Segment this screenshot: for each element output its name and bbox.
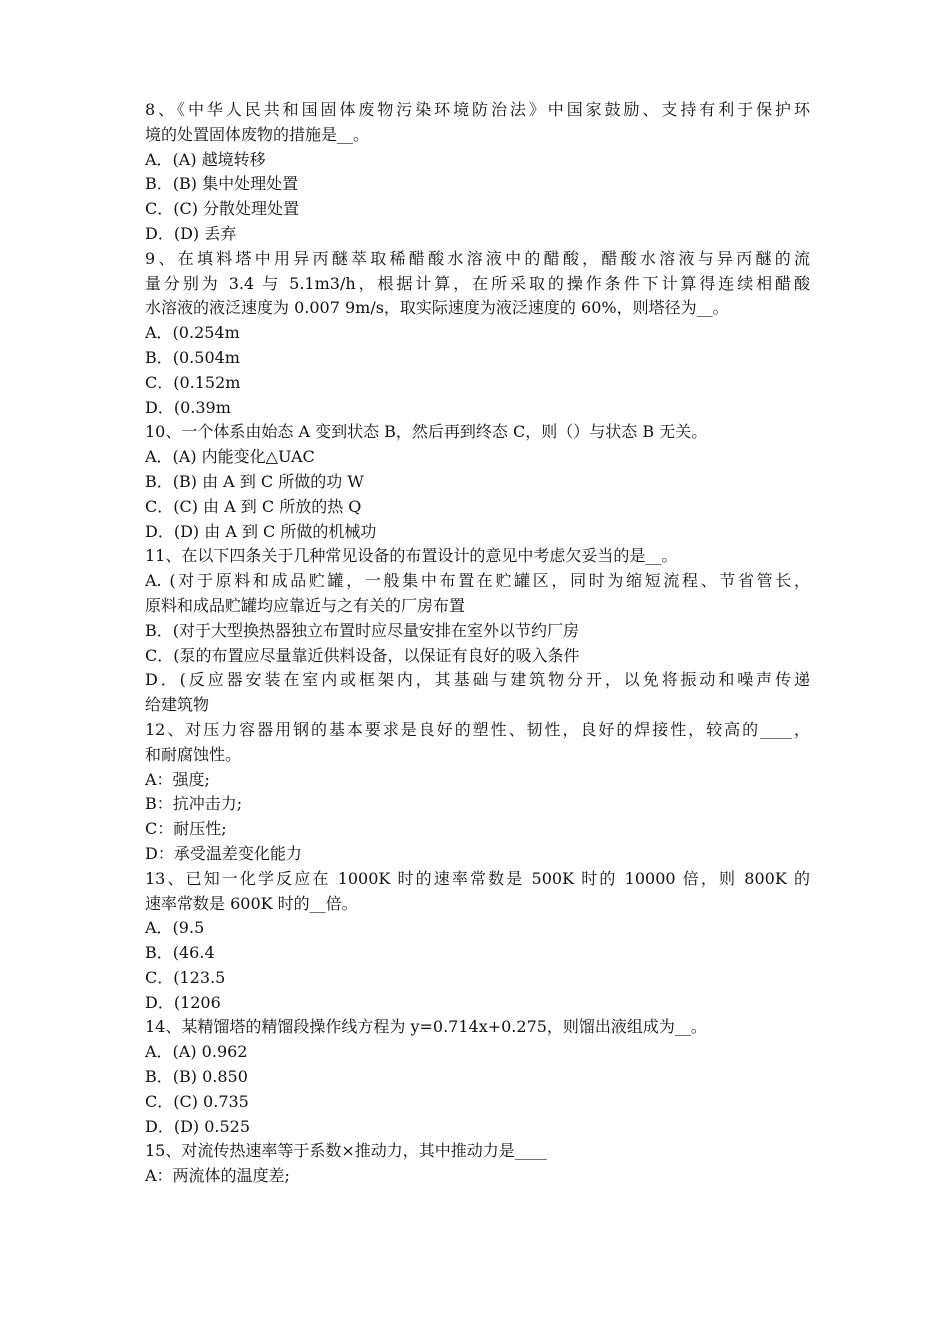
question-13-option-a: A．(9.5 [145,918,205,938]
document-page [145,98,810,1189]
question-14-stem: 14、某精馏塔的精馏段操作线方程为 y=0.714x+0.275，则馏出液组成为__。 [145,1017,707,1037]
question-8-option-c: C．(C) 分散处理处置 [145,199,300,219]
question-8-option-b: B．(B) 集中处理处置 [145,174,299,194]
question-11-option-d-line-2: 给建筑物 [145,695,210,715]
question-11-option-c: C．(泵的布置应尽量靠近供料设备，以保证有良好的吸入条件 [145,645,580,665]
question-9-stem-line-1: 9、在填料塔中用异丙醚萃取稀醋酸水溶液中的醋酸，醋酸水溶液与异丙醚的流 [145,248,810,268]
question-9-stem-line-3: 水溶液的液泛速度为 0.007 9m/s，取实际速度为液泛速度的 60%，则塔径为__。 [145,298,729,318]
question-12-option-b: B：抗冲击力; [145,794,243,814]
question-13-option-d: D．(1206 [145,992,221,1012]
question-14-option-a: A．(A) 0.962 [145,1042,248,1062]
question-14-option-b: B．(B) 0.850 [145,1067,248,1087]
question-15-option-a: A：两流体的温度差; [145,1166,290,1186]
question-11-option-a-line-2: 原料和成品贮罐均应靠近与之有关的厂房布置 [145,595,466,615]
question-10-option-d: D．(D) 由 A 到 C 所做的机械功 [145,521,377,541]
question-13-option-c: C．(123.5 [145,967,226,987]
question-12-stem-line-2: 和耐腐蚀性。 [145,744,242,764]
question-13-stem-line-2: 速率常数是 600K 时的__倍。 [145,893,358,913]
question-11-option-d-line-1: D．(反应器安装在室内或框架内，其基础与建筑物分开，以免将振动和噪声传递 [145,670,810,690]
question-9-option-d: D．(0.39m [145,397,231,417]
question-8-stem-line-2: 境的处置固体废物的措施是__。 [145,124,370,144]
question-14-option-d: D．(D) 0.525 [145,1116,251,1136]
question-11-stem: 11、在以下四条关于几种常见设备的布置设计的意见中考虑欠妥当的是__。 [145,546,678,566]
question-8-stem-line-1: 8、《中华人民共和国固体废物污染环境防治法》中国家鼓励、支持有利于保护环 [145,100,810,119]
question-10-option-b: B．(B) 由 A 到 C 所做的功 W [145,471,364,491]
question-9-option-c: C．(0.152m [145,372,241,392]
question-8-option-a: A．(A) 越境转移 [145,149,266,169]
question-12-stem-line-1: 12、对压力容器用钢的基本要求是良好的塑性、韧性，良好的焊接性，较高的____， [145,719,810,739]
question-12-option-d: D：承受温差变化能力 [145,843,302,863]
question-13-option-b: B．(46.4 [145,943,215,963]
question-9-option-b: B．(0.504m [145,347,240,367]
question-9-stem-line-2: 量分别为 3.4 与 5.1m3/h，根据计算，在所采取的操作条件下计算得连续相醋酸 [145,273,810,293]
question-10-stem: 10、一个体系由始态 A 变到状态 B，然后再到终态 C，则（）与状态 B 无关。 [145,422,708,442]
question-11-option-b: B．(对于大型换热器独立布置时应尽量安排在室外以节约厂房 [145,620,580,640]
question-13-stem-line-1: 13、已知一化学反应在 1000K 时的速率常数是 500K 时的 10000 倍，则 800K 的 [145,868,810,888]
question-9-option-a: A．(0.254m [145,323,240,343]
question-10-option-c: C．(C) 由 A 到 C 所放的热 Q [145,496,362,516]
question-12-option-c: C：耐压性; [145,819,227,839]
question-14-option-c: C．(C) 0.735 [145,1091,249,1111]
question-11-option-a-line-1: A. (对于原料和成品贮罐，一般集中布置在贮罐区，同时为缩短流程、节省管长， [145,571,810,591]
question-12-option-a: A：强度; [145,769,210,789]
question-10-option-a: A．(A) 内能变化△UAC [145,447,315,467]
question-15-stem: 15、对流传热速率等于系数×推动力，其中推动力是____ [145,1141,547,1161]
question-8-option-d: D．(D) 丢弃 [145,223,237,243]
